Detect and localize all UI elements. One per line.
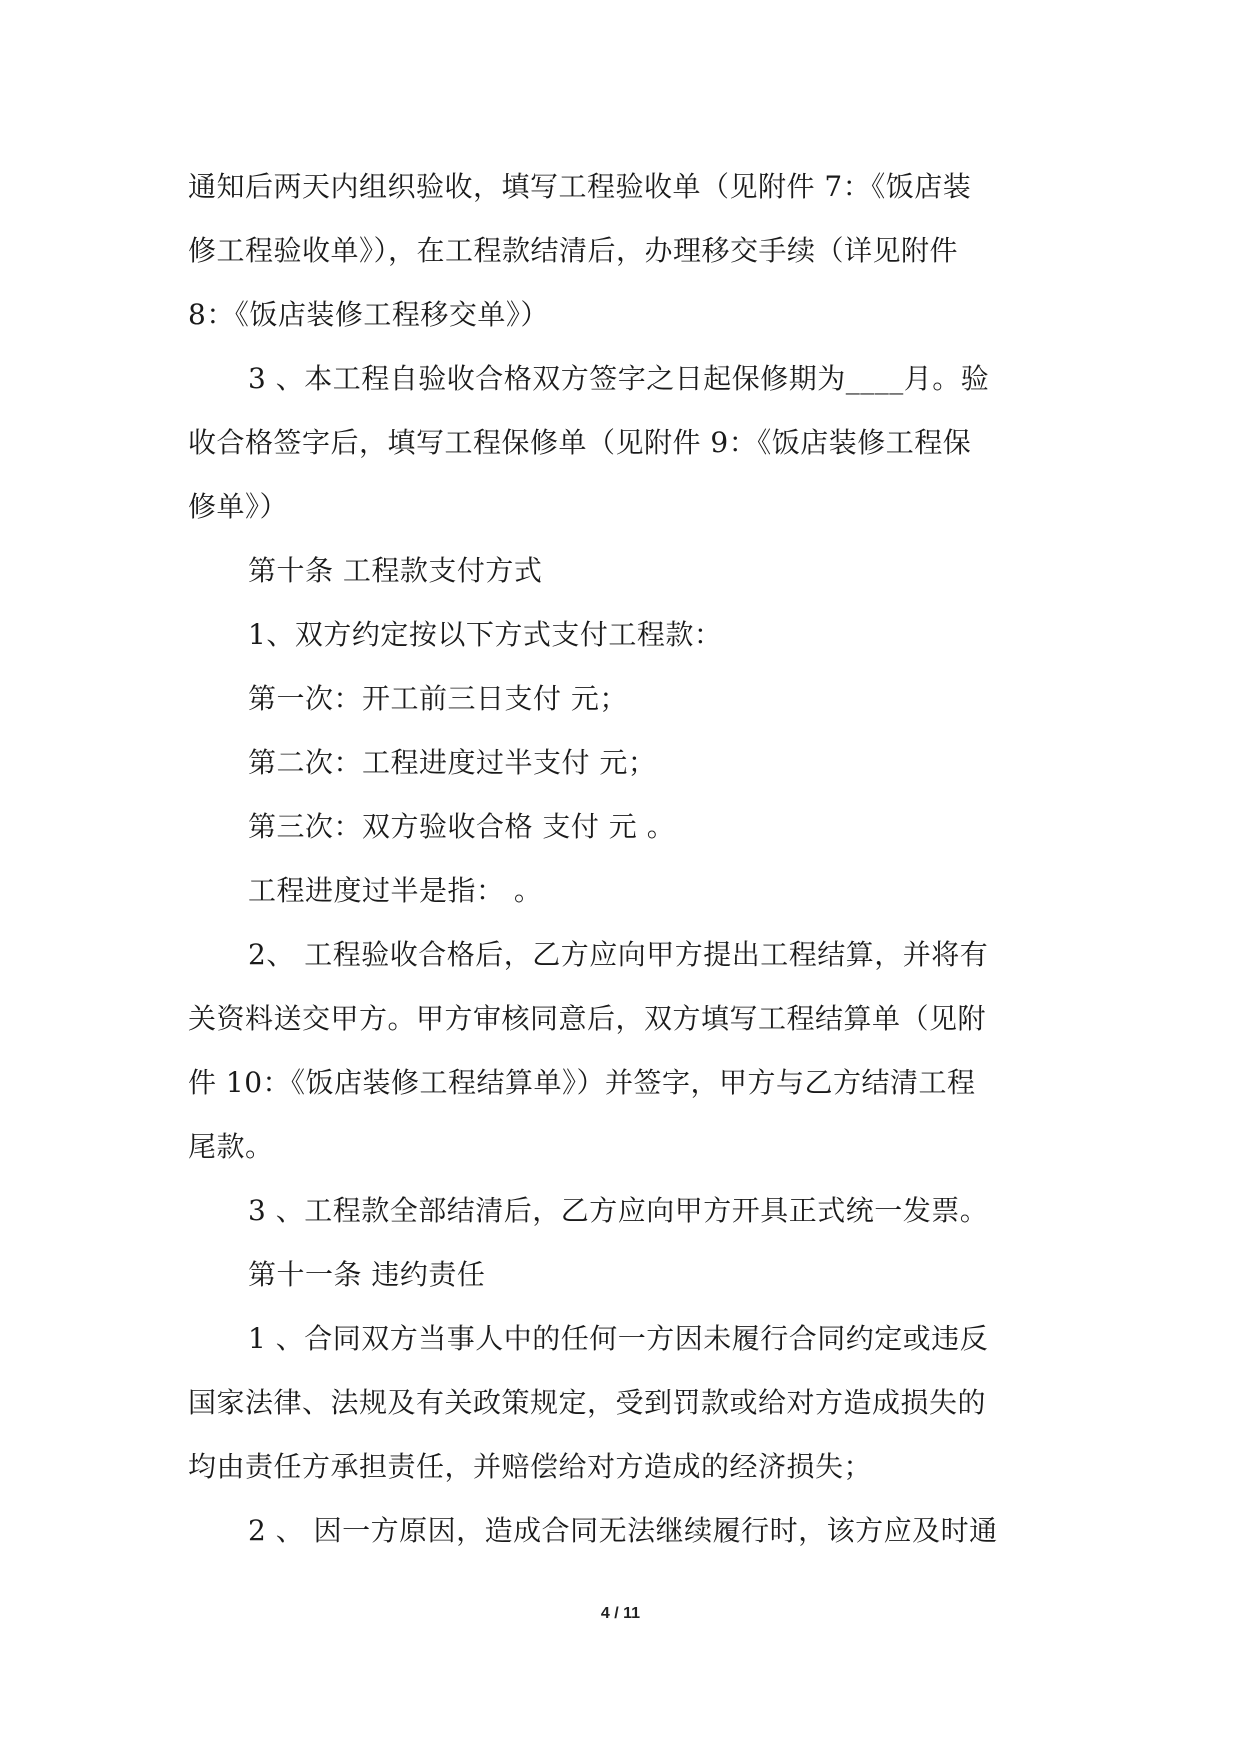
document-body [188,155,1056,1563]
text-line: 第二次：工程进度过半支付 元； [248,746,657,779]
text-line: 2、 工程验收合格后，乙方应向甲方提出工程结算，并将有 [248,938,989,971]
text-line: 第一次：开工前三日支付 元； [248,682,628,715]
text-line: 1 、合同双方当事人中的任何一方因未履行合同约定或违反 [248,1322,989,1355]
text-line: 第三次：双方验收合格 支付 元 。 [248,810,676,843]
text-line: 第十条 工程款支付方式 [248,554,543,587]
text-line: 2 、 因一方原因，造成合同无法继续履行时，该方应及时通 [248,1514,998,1547]
text-line: 1、双方约定按以下方式支付工程款： [248,618,723,651]
text-line: 关资料送交甲方。甲方审核同意后，双方填写工程结算单（见附 [188,1002,987,1035]
text-line: 修工程验收单》），在工程款结清后，办理移交手续（详见附件 [188,234,959,267]
text-line: 8：《饭店装修工程移交单》） [188,298,549,331]
text-line: 通知后两天内组织验收，填写工程验收单（见附件 7：《饭店装 [188,170,972,203]
text-line: 工程进度过半是指： 。 [248,874,543,907]
text-line: 均由责任方承担责任，并赔偿给对方造成的经济损失； [188,1450,873,1483]
text-line: 收合格签字后，填写工程保修单（见附件 9：《饭店装修工程保 [188,426,972,459]
text-line: 件 10：《饭店装修工程结算单》）并签字，甲方与乙方结清工程 [188,1066,976,1099]
text-line: 3 、本工程自验收合格双方签字之日起保修期为____月。验 [248,362,990,395]
text-line: 3 、工程款全部结清后，乙方应向甲方开具正式统一发票。 [248,1194,989,1227]
text-line: 尾款。 [188,1130,274,1163]
text-line: 国家法律、法规及有关政策规定，受到罚款或给对方造成损失的 [188,1386,987,1419]
page-number: 4 / 11 [600,1605,641,1622]
text-line: 第十一条 违约责任 [248,1258,486,1291]
text-line: 修单》） [188,490,289,523]
